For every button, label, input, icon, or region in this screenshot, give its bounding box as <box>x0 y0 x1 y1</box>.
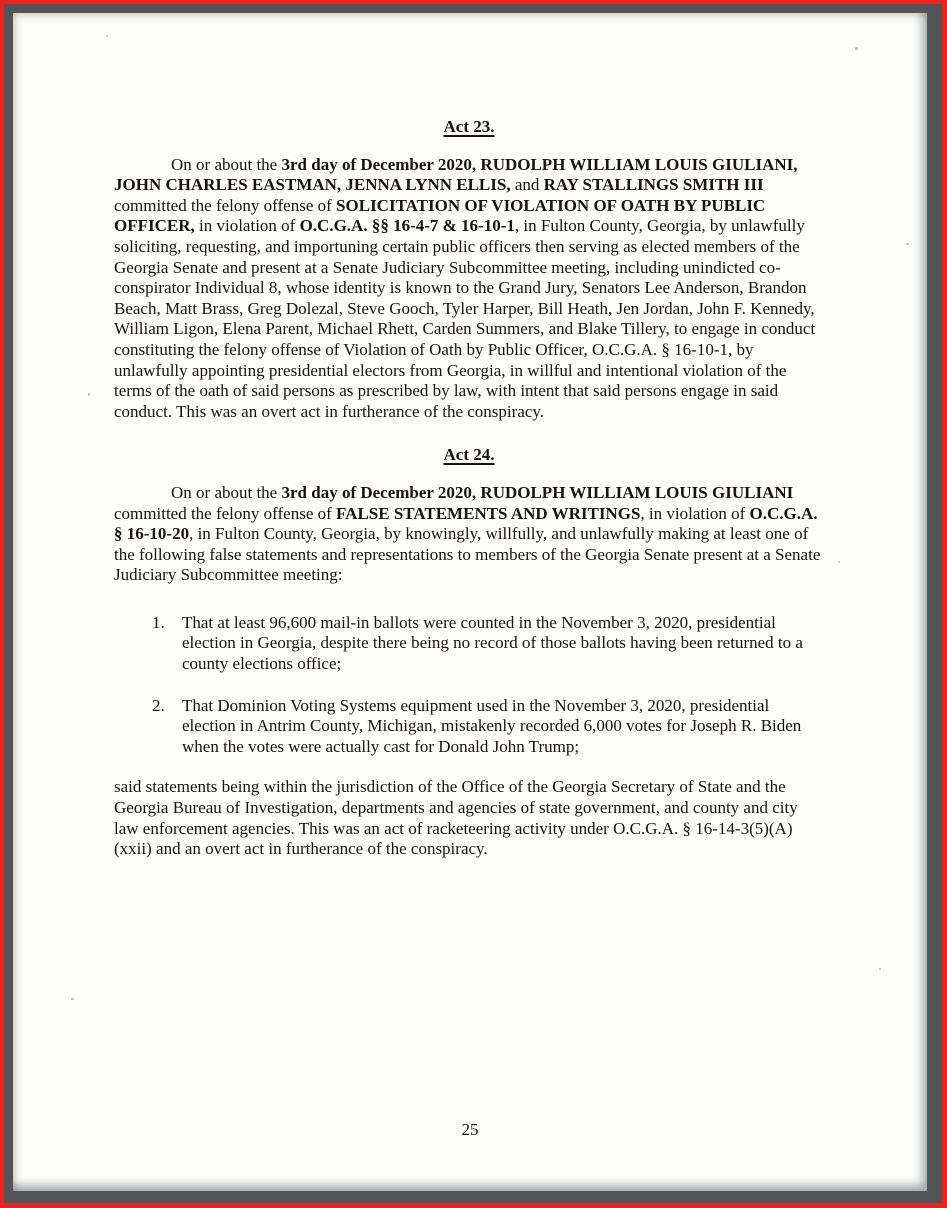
text-run-bold: SOLICITATION OF VIOLATION OF OATH BY PUBLIC OFFICER, <box>114 195 766 236</box>
act-24-intro-paragraph <box>114 483 824 586</box>
scan-speck <box>88 393 90 396</box>
act-24-heading <box>114 445 824 466</box>
scan-speck <box>71 998 74 1000</box>
scan-speck <box>879 968 881 970</box>
document-page <box>13 13 927 1191</box>
text-run: , in Fulton County, Georgia, by unlawfully soliciting, requesting, and importuning certain public officers then serving as elected members of the Georgia Senate and present at a Senate Judiciary Subcommittee meeting, including unindicted co-conspirator Individual 8, whose identity is known to the Grand Jury, Senators Lee Anderson, Brandon Beach, Matt Brass, Greg Dolezal, Steve Gooch, Tyler Harper, Bill Heath, Jen Jordan, John F. Kennedy, William Ligon, Elena Parent, Michael Rhett, Carden Summers, and Blake Tillery, to engage in conduct constituting the felony offense of Violation of Oath by Public Officer, O.C.G.A. § 16-10-1, by unlawfully appointing presidential electors from Georgia, in willful and intentional violation of the terms of the oath of said persons as prescribed by law, with intent that said persons engage in said conduct. This was an overt act in furtherance of the conspiracy. <box>114 216 816 421</box>
list-item-text: That at least 96,600 mail-in ballots were counted in the November 3, 2020, presidential election in Georgia, despite there being no record of those ballots having been returned to a county elections office; <box>182 612 803 674</box>
text-run-bold: FALSE STATEMENTS AND WRITINGS <box>336 503 641 523</box>
text-run-bold: O.C.G.A. § 16-10-20 <box>114 503 818 544</box>
page-number: 25 <box>461 1120 479 1139</box>
text-run-bold: 3rd day of December 2020, RUDOLPH WILLIAM LOUIS GIULIANI <box>281 482 794 502</box>
document-body <box>114 117 824 860</box>
text-run: On or about the <box>171 482 282 502</box>
scan-speck <box>838 561 840 563</box>
act-24-closing-paragraph: said statements being within the jurisdiction of the Office of the Georgia Secretary of State and the Georgia Bureau of Investigation, departments and agencies of state government, and county and city law enforcement agencies. This was an act of racketeering activity under O.C.G.A. § 16-14-3(5)(A)(xxii) and an overt act in furtherance of the conspiracy. <box>114 777 798 859</box>
list-number: 1. <box>152 612 165 632</box>
text-run: , in violation of <box>640 503 750 523</box>
false-statement-item-2 <box>152 696 824 758</box>
text-run-bold: RAY STALLINGS SMITH III <box>543 175 764 195</box>
text-run: in violation of <box>194 216 300 236</box>
act-23-heading-text: Act 23. <box>443 117 495 136</box>
text-run: committed the felony offense of <box>114 195 337 215</box>
list-item-text: That Dominion Voting Systems equipment used in the November 3, 2020, presidential election in Antrim County, Michigan, mistakenly recorded 6,000 votes for Joseph R. Biden when the votes were actually cast for Donald John Trump; <box>182 695 802 756</box>
list-number: 2. <box>152 695 165 715</box>
text-run-bold: 3rd day of December 2020, RUDOLPH WILLIAM LOUIS GIULIANI, JOHN CHARLES EASTMAN, JENNA LYNN ELLIS, <box>114 154 798 195</box>
act-23-heading <box>114 117 824 138</box>
act-23-paragraph <box>114 155 824 423</box>
scan-speck <box>906 243 909 245</box>
text-run: and <box>510 175 544 195</box>
scan-speck <box>106 35 108 37</box>
text-run: committed the felony offense of <box>114 503 337 523</box>
text-run: On or about the <box>171 154 282 174</box>
text-run: , in Fulton County, Georgia, by knowingly, willfully, and unlawfully making at least one of the following false statements and representations to members of the Georgia Senate present at a Senate Judiciary Subcommittee meeting: <box>114 524 821 585</box>
scan-speck <box>855 47 858 50</box>
false-statement-item-1 <box>152 613 824 675</box>
act-24-heading-text: Act 24. <box>443 445 495 465</box>
text-run-bold: O.C.G.A. §§ 16-4-7 & 16-10-1 <box>299 216 515 236</box>
